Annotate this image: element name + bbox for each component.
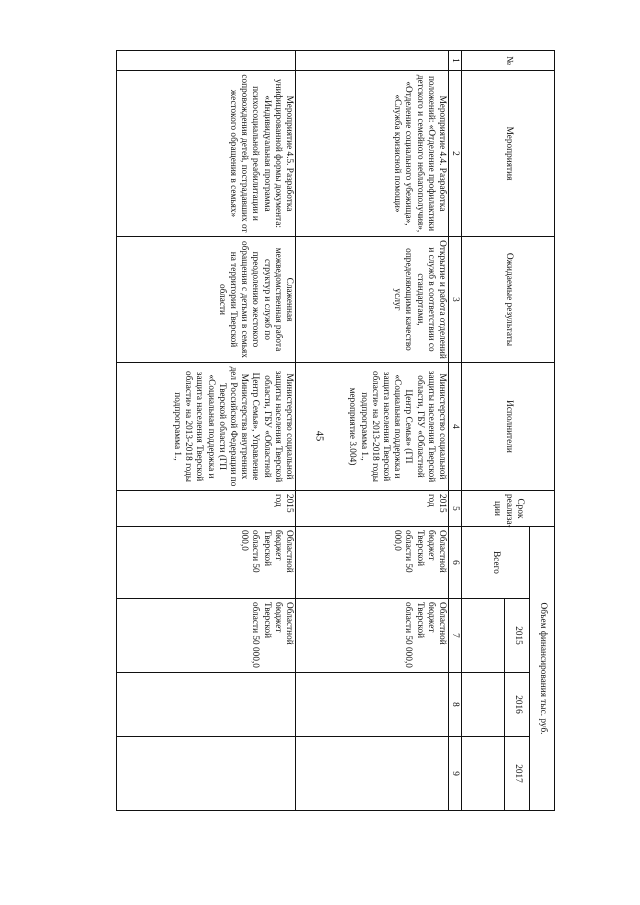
table-row [296, 51, 449, 811]
event-cell: Мероприятие 4.4. Разработка положений: «Отделение профилактики детского и семейного неблагополучия», «Отделение социального убежища», «Служба кризисной помощи» [296, 71, 449, 237]
header-total: Всего [462, 527, 530, 599]
header-2016-sub [462, 673, 505, 737]
column-numbers-row [449, 51, 462, 811]
events-table [116, 50, 555, 811]
results-cell: Слаженная межведомственная работа структур и служб по преодолению жестокого обращения с детьми в семьях на территории Тверской области [117, 237, 296, 363]
total-cell: Областной бюджет Тверской области 50 000,0 [296, 527, 449, 599]
event-cell: Мероприятие 4.5. Разработка унифицированной формы документа: «Индивидуальная программа психосоциальной реабилитации и сопровождения детей, пострадавших от жестокого обращения в семьях» [117, 71, 296, 237]
header-2015-sub [462, 599, 505, 673]
term-cell: 2015 год [296, 491, 449, 527]
page-number: 45 [313, 430, 325, 442]
column-number: 1 [449, 51, 462, 71]
row-num-cell [296, 51, 449, 71]
executors-cell: Министерство социальной защиты населения Тверской области, ГБУ «Областной Центр Семья» (ГП «Социальная поддержка и защита населения Тверской области» на 2013-2018 годы подпрограмма 1., мероприятие 3.004) [296, 363, 449, 491]
results-cell: Открытие и работа отделений и служб в соответствии со стандартами, определяющими качество услуг [296, 237, 449, 363]
executors-cell: Министерство социальной защиты населения Тверской области, ГБУ «Областной Центр Семья», Управление Министерства внутренних дел Российской Федерации по Тверской области (ГП «Социальная поддержка и защита населения Тверской области» на 2013-2018 годы подпрограмма 1., [117, 363, 296, 491]
y2016-cell [117, 673, 296, 737]
column-number: 2 [449, 71, 462, 237]
column-number: 7 [449, 599, 462, 673]
header-term: Срок реализа-ции [462, 491, 555, 527]
column-number: 5 [449, 491, 462, 527]
table-row [117, 51, 296, 811]
term-cell: 2015 год [117, 491, 296, 527]
header-2015: 2015 [505, 599, 530, 673]
y2015-cell: Областной бюджет Тверской области 50 000,0 [296, 599, 449, 673]
column-number: 4 [449, 363, 462, 491]
header-financing: Объем финансирования тыс. руб. [530, 527, 555, 811]
column-number: 9 [449, 737, 462, 811]
y2016-cell [296, 673, 449, 737]
header-executors: Исполнители [462, 363, 555, 491]
header-event: Мероприятия [462, 71, 555, 237]
row-num-cell [117, 51, 296, 71]
column-number: 8 [449, 673, 462, 737]
header-num: № [462, 51, 555, 71]
y2015-cell: Областной бюджет Тверской области 50 000,0 [117, 599, 296, 673]
column-number: 3 [449, 237, 462, 363]
rotated-table-container [85, 50, 555, 810]
header-2017: 2017 [505, 737, 530, 811]
column-number: 6 [449, 527, 462, 599]
total-cell: Областной бюджет Тверской области 50 000,0 [117, 527, 296, 599]
y2017-cell [296, 737, 449, 811]
header-2017-sub [462, 737, 505, 811]
y2017-cell [117, 737, 296, 811]
header-results: Ожидаемые результаты [462, 237, 555, 363]
header-2016: 2016 [505, 673, 530, 737]
